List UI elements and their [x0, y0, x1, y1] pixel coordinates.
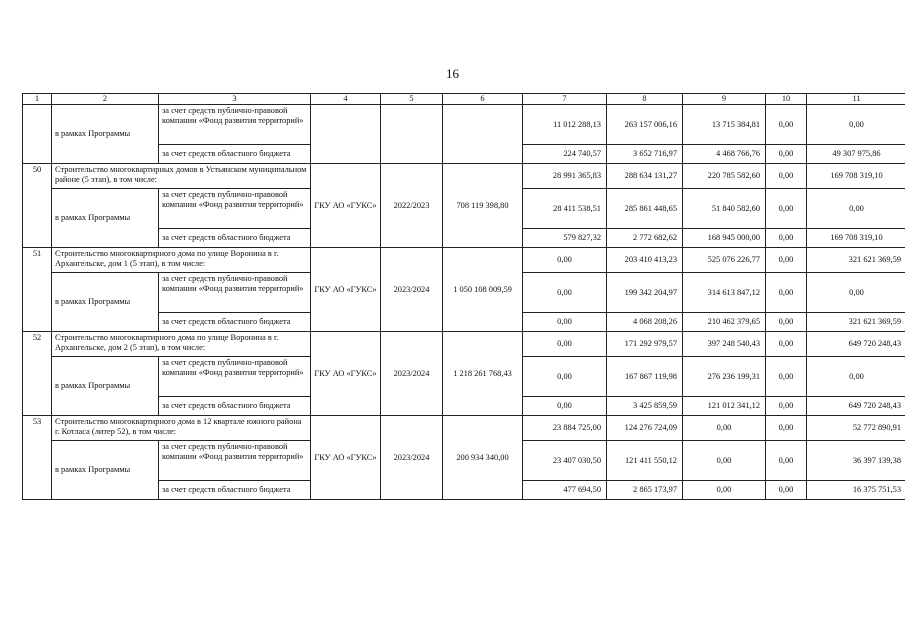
- value-cell: 0,00: [766, 145, 807, 164]
- col-header: 5: [381, 94, 443, 105]
- col-header: 6: [443, 94, 523, 105]
- fund-source-label: за счет средств публично-правовой компании «Фонд развития территорий»: [159, 441, 311, 481]
- total-cost: 1 050 108 009,59: [443, 248, 523, 332]
- value-cell: 0,00: [766, 416, 807, 441]
- value-cell: 649 720 248,43: [807, 332, 905, 357]
- period: 2023/2024: [381, 332, 443, 416]
- total-cost: 708 119 398,80: [443, 164, 523, 248]
- value-cell: 121 012 341,12: [683, 397, 766, 416]
- program-frame-label: в рамках Программы: [52, 105, 159, 164]
- project-name: Строительство многоквартирного дома в 12 квартале южного района г. Котласа (литер 52), в том числе:: [52, 416, 311, 441]
- fund-source-label: за счет средств публично-правовой компании «Фонд развития территорий»: [159, 273, 311, 313]
- col-header: 4: [311, 94, 381, 105]
- value-cell: 314 613 847,12: [683, 273, 766, 313]
- value-cell: 321 621 369,59: [807, 248, 905, 273]
- value-cell: 477 694,50: [523, 481, 607, 500]
- value-cell: 169 708 319,10: [807, 229, 905, 248]
- value-cell: 0,00: [807, 189, 905, 229]
- value-cell: 0,00: [807, 357, 905, 397]
- fund-source-label: за счет средств публично-правовой компании «Фонд развития территорий»: [159, 357, 311, 397]
- table-row-project-total: [23, 248, 905, 273]
- value-cell: 321 621 369,59: [807, 313, 905, 332]
- project-number: 51: [23, 248, 52, 332]
- budget-table: [22, 93, 905, 500]
- value-cell: 13 715 384,81: [683, 105, 766, 145]
- value-cell: 649 720 248,43: [807, 397, 905, 416]
- value-cell: 0,00: [766, 481, 807, 500]
- value-cell: 11 012 288,13: [523, 105, 607, 145]
- project-name: Строительство многоквартирного дома по улице Воронина в г. Архангельске, дом 2 (5 этап), в том числе:: [52, 332, 311, 357]
- value-cell: 210 462 379,65: [683, 313, 766, 332]
- value-cell: 2 772 682,62: [607, 229, 683, 248]
- project-number: 52: [23, 332, 52, 416]
- period: 2023/2024: [381, 416, 443, 500]
- value-cell: 4 468 766,76: [683, 145, 766, 164]
- regional-source-label: за счет средств областного бюджета: [159, 229, 311, 248]
- value-cell: 0,00: [766, 397, 807, 416]
- value-cell: 36 397 139,38: [807, 441, 905, 481]
- project-name: Строительство многоквартирных домов в Устьянском муниципальном районе (5 этап), в том числе:: [52, 164, 311, 189]
- fund-source-label: за счет средств публично-правовой компании «Фонд развития территорий»: [159, 105, 311, 145]
- page-number: 16: [446, 66, 459, 81]
- value-cell: 4 068 208,26: [607, 313, 683, 332]
- table-row-project-total: [23, 332, 905, 357]
- value-cell: 203 410 413,23: [607, 248, 683, 273]
- period: 2023/2024: [381, 248, 443, 332]
- regional-source-label: за счет средств областного бюджета: [159, 481, 311, 500]
- value-cell: 0,00: [766, 164, 807, 189]
- executor: ГКУ АО «ГУКС»: [311, 332, 381, 416]
- value-cell: 16 375 751,53: [807, 481, 905, 500]
- value-cell: 51 840 582,60: [683, 189, 766, 229]
- project-name: Строительство многоквартирного дома по улице Воронина в г. Архангельске, дом 1 (5 этап), в том числе:: [52, 248, 311, 273]
- table-row-project-total: [23, 164, 905, 189]
- value-cell: 0,00: [683, 441, 766, 481]
- value-cell: 263 157 006,16: [607, 105, 683, 145]
- value-cell: 121 411 550,12: [607, 441, 683, 481]
- value-cell: 0,00: [766, 248, 807, 273]
- col-header: 2: [52, 94, 159, 105]
- value-cell: 0,00: [683, 481, 766, 500]
- value-cell: 0,00: [766, 441, 807, 481]
- value-cell: 224 740,57: [523, 145, 607, 164]
- col-header: 1: [23, 94, 52, 105]
- regional-source-label: за счет средств областного бюджета: [159, 397, 311, 416]
- value-cell: 0,00: [523, 357, 607, 397]
- value-cell: 0,00: [766, 313, 807, 332]
- value-cell: 397 248 540,43: [683, 332, 766, 357]
- executor: ГКУ АО «ГУКС»: [311, 416, 381, 500]
- column-number-row: [23, 94, 905, 105]
- value-cell: 0,00: [683, 416, 766, 441]
- executor: ГКУ АО «ГУКС»: [311, 164, 381, 248]
- value-cell: 0,00: [766, 273, 807, 313]
- program-frame-label: в рамках Программы: [52, 273, 159, 332]
- value-cell: 168 945 000,00: [683, 229, 766, 248]
- value-cell: 23 407 030,50: [523, 441, 607, 481]
- value-cell: 0,00: [766, 189, 807, 229]
- value-cell: 28 411 538,51: [523, 189, 607, 229]
- value-cell: 3 652 716,97: [607, 145, 683, 164]
- col-header: 11: [807, 94, 905, 105]
- project-number: 53: [23, 416, 52, 500]
- value-cell: 171 292 979,57: [607, 332, 683, 357]
- value-cell: 169 708 319,10: [807, 164, 905, 189]
- col-header: 9: [683, 94, 766, 105]
- total-cost: 1 218 261 768,43: [443, 332, 523, 416]
- program-frame-label: в рамках Программы: [52, 441, 159, 500]
- value-cell: 0,00: [523, 248, 607, 273]
- value-cell: 28 991 365,83: [523, 164, 607, 189]
- value-cell: 0,00: [766, 357, 807, 397]
- program-frame-label: в рамках Программы: [52, 189, 159, 248]
- value-cell: 288 634 131,27: [607, 164, 683, 189]
- period: 2022/2023: [381, 164, 443, 248]
- total-cost: 200 934 340,00: [443, 416, 523, 500]
- value-cell: 0,00: [807, 273, 905, 313]
- value-cell: 220 785 582,60: [683, 164, 766, 189]
- value-cell: 3 425 859,59: [607, 397, 683, 416]
- value-cell: 124 276 724,09: [607, 416, 683, 441]
- value-cell: 0,00: [523, 273, 607, 313]
- value-cell: 2 865 173,97: [607, 481, 683, 500]
- regional-source-label: за счет средств областного бюджета: [159, 313, 311, 332]
- value-cell: 0,00: [766, 332, 807, 357]
- col-header: 3: [159, 94, 311, 105]
- col-header: 10: [766, 94, 807, 105]
- table-row-carry-fund: [23, 105, 905, 145]
- value-cell: 0,00: [523, 313, 607, 332]
- col-header: 7: [523, 94, 607, 105]
- value-cell: 0,00: [523, 397, 607, 416]
- fund-source-label: за счет средств публично-правовой компании «Фонд развития территорий»: [159, 189, 311, 229]
- value-cell: 276 236 199,31: [683, 357, 766, 397]
- value-cell: 52 772 890,91: [807, 416, 905, 441]
- value-cell: 0,00: [523, 332, 607, 357]
- value-cell: 199 342 204,97: [607, 273, 683, 313]
- value-cell: 0,00: [766, 229, 807, 248]
- regional-source-label: за счет средств областного бюджета: [159, 145, 311, 164]
- value-cell: 285 861 448,65: [607, 189, 683, 229]
- table-row-project-total: [23, 416, 905, 441]
- value-cell: 49 307 975,86: [807, 145, 905, 164]
- value-cell: 525 076 226,77: [683, 248, 766, 273]
- value-cell: 0,00: [807, 105, 905, 145]
- value-cell: 23 884 725,00: [523, 416, 607, 441]
- project-number: 50: [23, 164, 52, 248]
- col-header: 8: [607, 94, 683, 105]
- value-cell: 579 827,32: [523, 229, 607, 248]
- program-frame-label: в рамках Программы: [52, 357, 159, 416]
- value-cell: 167 867 119,98: [607, 357, 683, 397]
- executor: ГКУ АО «ГУКС»: [311, 248, 381, 332]
- value-cell: 0,00: [766, 105, 807, 145]
